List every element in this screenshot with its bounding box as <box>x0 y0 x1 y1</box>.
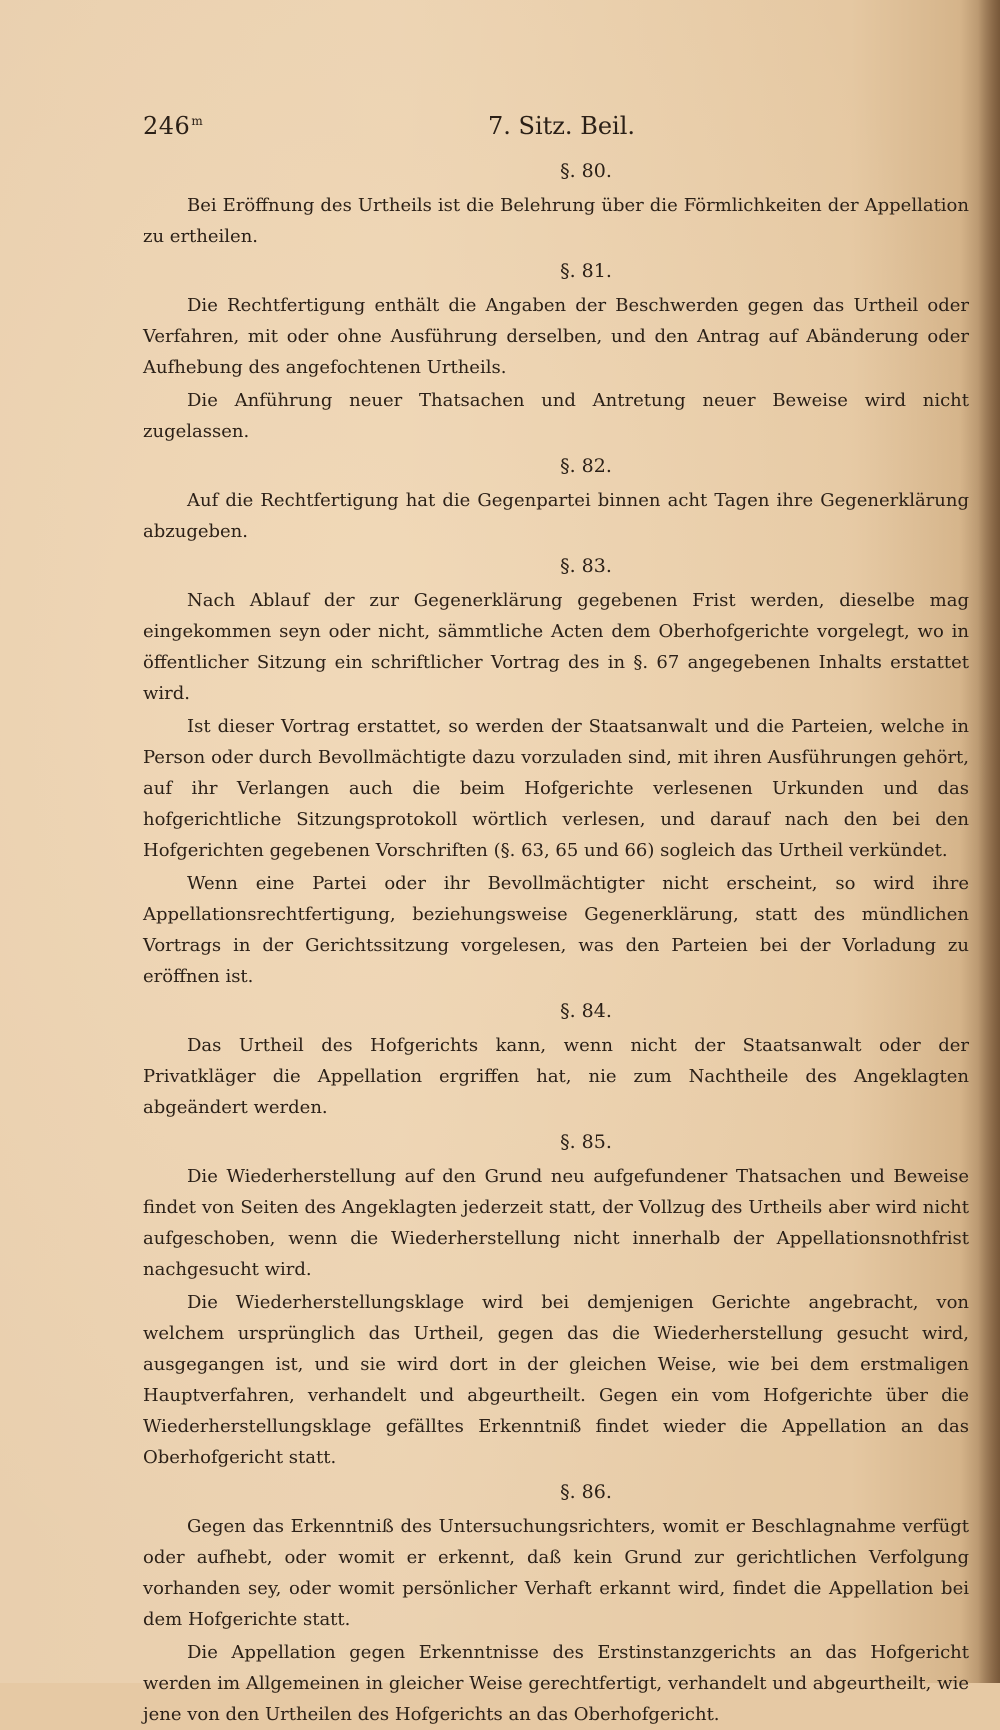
section-82 <box>143 451 969 547</box>
paragraph: Nach Ablauf der zur Gegenerklärung gegebenen Frist werden, dieselbe mag eingekommen seyn oder nicht, sämmtliche Acten dem Oberhofgerichte vorgelegt, wo in öffentlicher Sitzung ein schriftlicher Vortrag des in §. 67 angegebenen Inhalts erstattet wird. <box>143 590 969 704</box>
page-number-suffix: m <box>191 114 204 128</box>
page-number: 246$^m$ <box>143 112 204 140</box>
section-heading: §. 84. <box>560 1000 612 1022</box>
paragraph: Die Appellation gegen Erkenntnisse des Erstinstanzgerichts an das Hofgericht werden im Allgemeinen in gleicher Weise gerechtfertigt, verhandelt und abgeurtheilt, wie jene von den Urtheilen des Hofgerichts an das Oberhofgericht. <box>143 1642 969 1725</box>
section-heading: §. 80. <box>560 160 612 182</box>
paragraph: Die Wiederherstellung auf den Grund neu aufgefundener Thatsachen und Beweise findet von Seiten des Angeklagten jederzeit statt, der Vollzug des Urtheils aber wird nicht aufgeschoben, wenn die Wiederherstellung nicht innerhalb der Appellationsnothfrist nachgesucht wird. <box>143 1166 969 1280</box>
paragraph: Die Wiederherstellungsklage wird bei demjenigen Gerichte angebracht, von welchem ursprünglich das Urtheil, gegen das die Wiederherstellung gesucht wird, ausgegangen ist, und sie wird dort in der gleichen Weise, wie bei dem erstmaligen Hauptverfahren, verhandelt und abgeurtheilt. Gegen ein vom Hofgerichte über die Wiederherstellungsklage gefälltes Erkenntniß findet wieder die Appellation an das Oberhofgericht statt. <box>143 1292 969 1468</box>
running-head <box>143 108 883 148</box>
paragraph: Bei Eröffnung des Urtheils ist die Belehrung über die Förmlichkeiten der Appellation zu ertheilen. <box>143 195 969 247</box>
section-81 <box>143 256 969 447</box>
paragraph: Gegen das Erkenntniß des Untersuchungsrichters, womit er Beschlagnahme verfügt oder aufhebt, oder womit er erkennt, daß kein Grund zur gerichtlichen Verfolgung vorhanden sey, oder womit persönlicher Verhaft erkannt wird, findet die Appellation bei dem Hofgerichte statt. <box>143 1516 969 1630</box>
running-title: 7. Sitz. Beil. <box>488 112 636 140</box>
paragraph: Wenn eine Partei oder ihr Bevollmächtigter nicht erscheint, so wird ihre Appellationsrechtfertigung, beziehungsweise Gegenerklärung, statt des mündlichen Vortrags in der Gerichtssitzung vorgelesen, was den Parteien bei der Vorladung zu eröffnen ist. <box>143 873 969 987</box>
paragraph: Die Rechtfertigung enthält die Angaben der Beschwerden gegen das Urtheil oder Verfahren, mit oder ohne Ausführung derselben, und den Antrag auf Abänderung oder Aufhebung des angefochtenen Urtheils. <box>143 295 969 378</box>
paragraph: Die Anführung neuer Thatsachen und Antretung neuer Beweise wird nicht zugelassen. <box>143 390 969 442</box>
section-85 <box>143 1127 969 1473</box>
section-heading: §. 86. <box>560 1481 612 1503</box>
paragraph: Ist dieser Vortrag erstattet, so werden der Staatsanwalt und die Parteien, welche in Person oder durch Bevollmächtigte dazu vorzuladen sind, mit ihren Ausführungen gehört, auf ihr Verlangen auch die beim Hofgerichte verlesenen Urkunden und das hofgerichtliche Sitzungsprotokoll wörtlich verlesen, und darauf nach den bei den Hofgerichten gegebenen Vorschriften (§. 63, 65 und 66) sogleich das Urtheil verkündet. <box>143 716 969 861</box>
section-86 <box>143 1477 969 1730</box>
paragraph: Auf die Rechtfertigung hat die Gegenpartei binnen acht Tagen ihre Gegenerklärung abzugeben. <box>143 490 969 542</box>
section-84 <box>143 996 969 1123</box>
section-heading: §. 85. <box>560 1131 612 1153</box>
section-heading: §. 81. <box>560 260 612 282</box>
body-text <box>143 152 969 1730</box>
page-edge-shadow <box>978 0 1000 1683</box>
section-80 <box>143 156 969 252</box>
section-heading: §. 82. <box>560 455 612 477</box>
paragraph: Das Urtheil des Hofgerichts kann, wenn nicht der Staatsanwalt oder der Privatkläger die Appellation ergriffen hat, nie zum Nachtheile des Angeklagten abgeändert werden. <box>143 1035 969 1118</box>
section-83 <box>143 551 969 992</box>
section-heading: §. 83. <box>560 555 612 577</box>
